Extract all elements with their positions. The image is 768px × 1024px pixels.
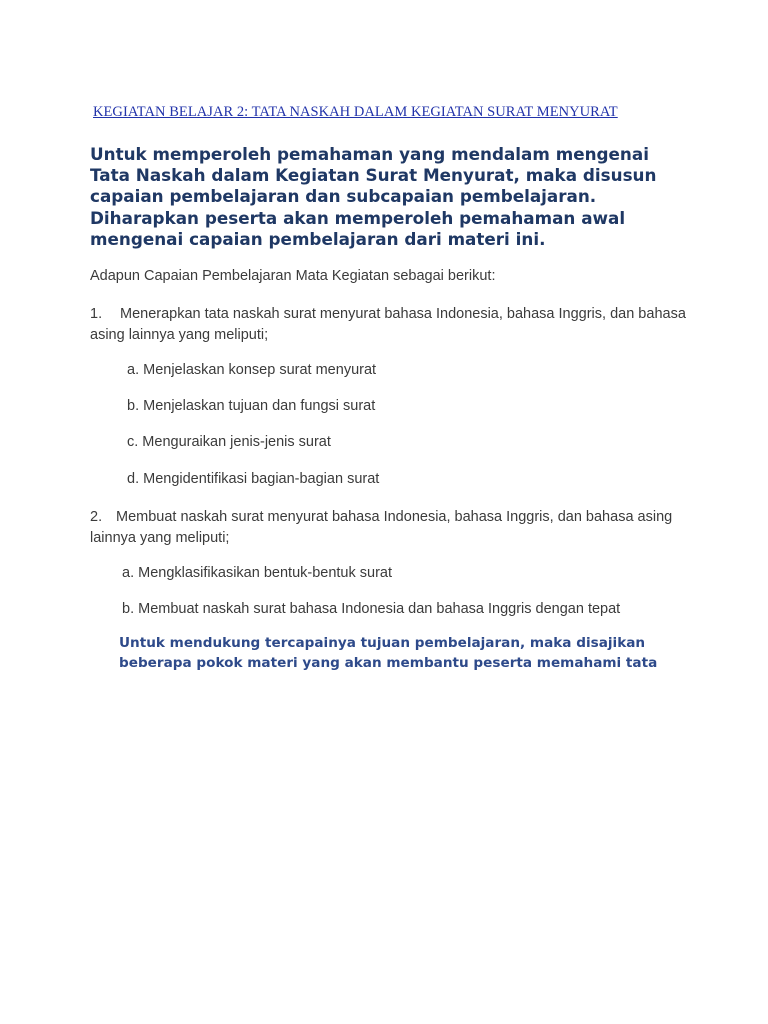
subitem-1d: d. Mengidentifikasi bagian-bagian surat (127, 471, 380, 487)
list-item-1-text: Menerapkan tata naskah surat menyurat bahasa Indonesia, bahasa Inggris, dan bahasa asing lainnya yang meliputi; (90, 306, 686, 343)
subitem-1b: b. Menjelaskan tujuan dan fungsi surat (127, 398, 376, 414)
list-item-2 (90, 507, 690, 549)
list-item-2-number: 2. (90, 509, 103, 525)
list-item-1-number: 1. (90, 306, 103, 322)
subitem-1a: a. Menjelaskan konsep surat menyurat (127, 362, 377, 378)
list-item-2-text: Membuat naskah surat menyurat bahasa Indonesia, bahasa Inggris, dan bahasa asing lainnya yang meliputi; (90, 509, 673, 546)
subitem-2b: b. Membuat naskah surat bahasa Indonesia dan bahasa Inggris dengan tepat (122, 601, 621, 617)
list-item-1 (90, 304, 690, 346)
subitem-1c: c. Menguraikan jenis-jenis surat (127, 434, 331, 450)
lead-paragraph: Adapun Capaian Pembelajaran Mata Kegiatan sebagai berikut: (90, 268, 496, 284)
intro-paragraph: Untuk memperoleh pemahaman yang mendalam mengenai Tata Naskah dalam Kegiatan Surat Menyurat, maka disusun capaian pembelajaran dan subcapaian pembelajaran. Diharapkan peserta akan memperoleh pemahaman awal mengenai capaian pembelajaran dari materi ini. (90, 144, 657, 249)
closing-paragraph: Untuk mendukung tercapainya tujuan pembelajaran, maka disajikan beberapa pokok materi yang akan membantu peserta memahami tata (119, 635, 658, 671)
section-heading[interactable]: KEGIATAN BELAJAR 2: TATA NASKAH DALAM KEGIATAN SURAT MENYURAT (93, 104, 618, 120)
subitem-2a: a. Mengklasifikasikan bentuk-bentuk surat (122, 565, 393, 581)
